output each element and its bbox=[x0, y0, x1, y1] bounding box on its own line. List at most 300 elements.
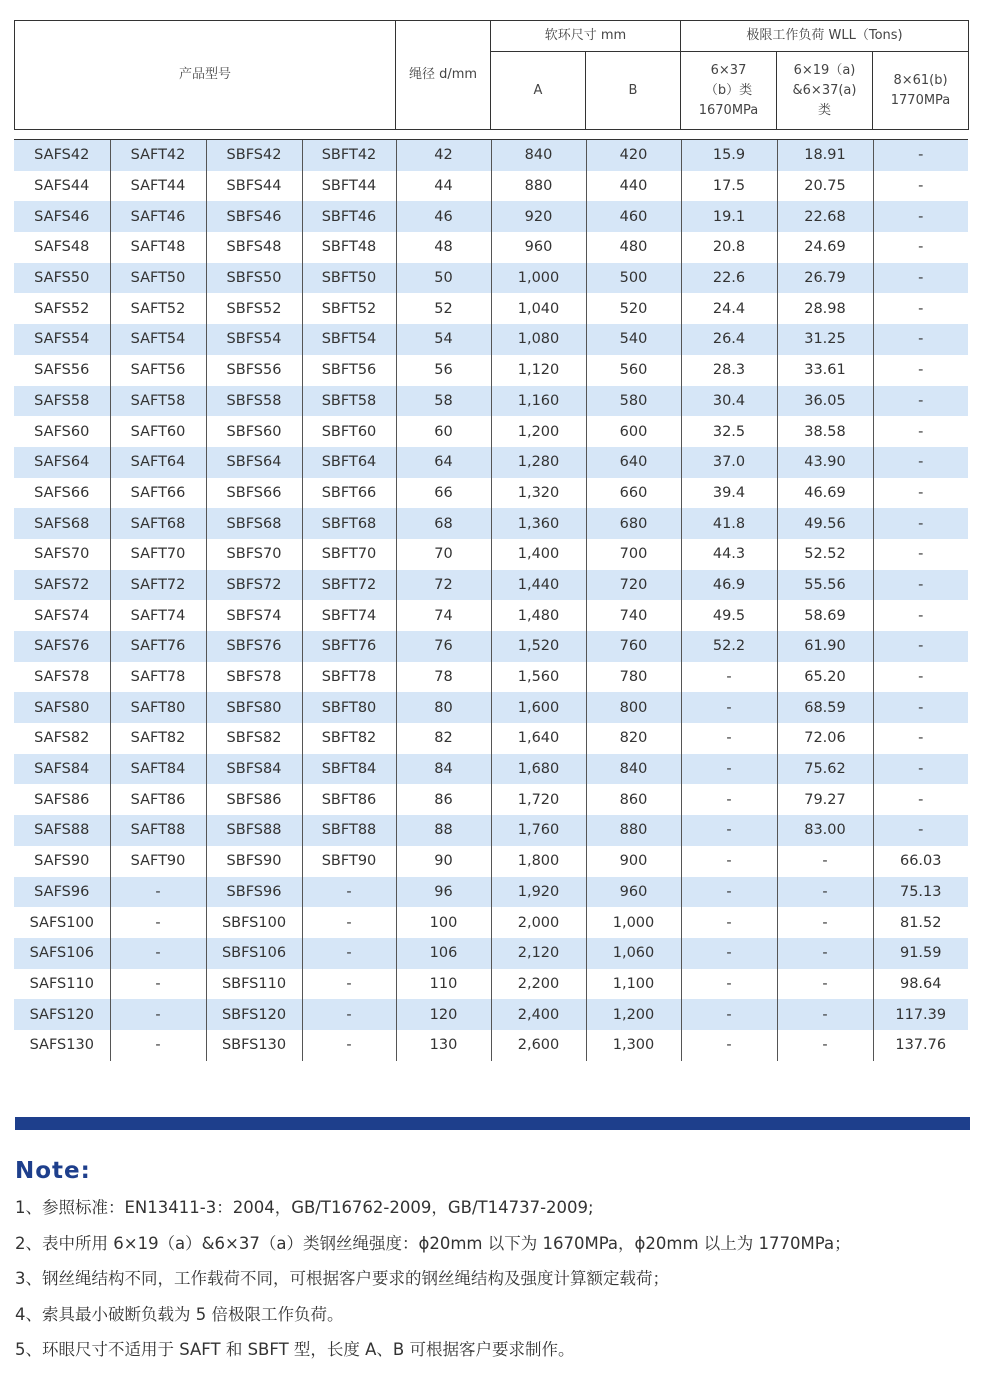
table-cell: - bbox=[681, 754, 777, 785]
table-row bbox=[14, 478, 968, 509]
table-cell: SAFT48 bbox=[110, 232, 206, 263]
header-wll-8x61b-line2: 1770MPa bbox=[890, 92, 951, 108]
table-row bbox=[14, 784, 968, 815]
table-cell: 43.90 bbox=[777, 447, 873, 478]
table-cell: 46 bbox=[396, 201, 491, 232]
data-table bbox=[14, 139, 968, 1061]
table-cell: 1,320 bbox=[491, 478, 586, 509]
table-cell: SAFT58 bbox=[110, 386, 206, 417]
table-cell: SBFS86 bbox=[206, 784, 302, 815]
table-cell: SBFS42 bbox=[206, 140, 302, 171]
table-cell: SAFS78 bbox=[14, 662, 110, 693]
table-cell: 60 bbox=[396, 416, 491, 447]
table-cell: 1,600 bbox=[491, 692, 586, 723]
table-cell: SAFT82 bbox=[110, 723, 206, 754]
table-cell: 36.05 bbox=[777, 386, 873, 417]
table-cell: 1,440 bbox=[491, 570, 586, 601]
table-cell: SBFT76 bbox=[302, 631, 396, 662]
table-cell: - bbox=[681, 907, 777, 938]
table-cell: 1,100 bbox=[586, 969, 681, 1000]
table-cell: - bbox=[873, 539, 968, 570]
table-cell: 460 bbox=[586, 201, 681, 232]
table-row bbox=[14, 355, 968, 386]
table-cell: SAFT70 bbox=[110, 539, 206, 570]
table-cell: SBFS130 bbox=[206, 1030, 302, 1061]
table-cell: 22.68 bbox=[777, 201, 873, 232]
table-cell: 80 bbox=[396, 692, 491, 723]
table-cell: 50 bbox=[396, 263, 491, 294]
table-row bbox=[14, 846, 968, 877]
table-cell: - bbox=[681, 692, 777, 723]
table-cell: 920 bbox=[491, 201, 586, 232]
table-cell: 900 bbox=[586, 846, 681, 877]
table-cell: SBFT86 bbox=[302, 784, 396, 815]
table-cell: SAFT90 bbox=[110, 846, 206, 877]
table-cell: SBFS78 bbox=[206, 662, 302, 693]
table-cell: 640 bbox=[586, 447, 681, 478]
table-cell: SBFS68 bbox=[206, 508, 302, 539]
table-cell: SAFS58 bbox=[14, 386, 110, 417]
table-cell: 420 bbox=[586, 140, 681, 171]
table-body bbox=[14, 139, 968, 1061]
table-cell: - bbox=[873, 416, 968, 447]
table-cell: SAFS46 bbox=[14, 201, 110, 232]
header-col-a: A bbox=[491, 52, 586, 130]
table-cell: 32.5 bbox=[681, 416, 777, 447]
table-cell: SBFT78 bbox=[302, 662, 396, 693]
table-cell: 1,360 bbox=[491, 508, 586, 539]
table-cell: 81.52 bbox=[873, 907, 968, 938]
table-row bbox=[14, 1030, 968, 1061]
table-cell: SAFS76 bbox=[14, 631, 110, 662]
table-row bbox=[14, 570, 968, 601]
table-cell: SBFS88 bbox=[206, 815, 302, 846]
table-cell: SBFS60 bbox=[206, 416, 302, 447]
table-cell: 540 bbox=[586, 324, 681, 355]
header-rope-diameter: 绳径 d/mm bbox=[396, 21, 491, 130]
table-cell: 84 bbox=[396, 754, 491, 785]
table-cell: 1,200 bbox=[491, 416, 586, 447]
table-row bbox=[14, 293, 968, 324]
header-wll-6x37b-line2: （b）类 bbox=[704, 82, 753, 98]
table-cell: 46.9 bbox=[681, 570, 777, 601]
table-cell: SAFT64 bbox=[110, 447, 206, 478]
note-line-2: 2、表中所用 6×19（a）&6×37（a）类钢丝绳强度：ϕ20mm 以下为 1670MPa，ϕ20mm 以上为 1770MPa； bbox=[15, 1233, 851, 1253]
table-cell: - bbox=[873, 815, 968, 846]
table-cell: 66 bbox=[396, 478, 491, 509]
table-cell: - bbox=[873, 754, 968, 785]
table-cell: 1,000 bbox=[491, 263, 586, 294]
table-cell: 1,760 bbox=[491, 815, 586, 846]
table-cell: 86 bbox=[396, 784, 491, 815]
table-cell: SAFS120 bbox=[14, 999, 110, 1030]
table-cell: 1,520 bbox=[491, 631, 586, 662]
table-cell: 54 bbox=[396, 324, 491, 355]
table-cell: SBFS90 bbox=[206, 846, 302, 877]
table-cell: 38.58 bbox=[777, 416, 873, 447]
table-cell: 78 bbox=[396, 662, 491, 693]
table-cell: SAFS60 bbox=[14, 416, 110, 447]
table-cell: 820 bbox=[586, 723, 681, 754]
table-cell: SBFS80 bbox=[206, 692, 302, 723]
table-cell: - bbox=[110, 999, 206, 1030]
table-cell: 520 bbox=[586, 293, 681, 324]
table-row bbox=[14, 600, 968, 631]
table-cell: SAFT56 bbox=[110, 355, 206, 386]
table-cell: SBFT88 bbox=[302, 815, 396, 846]
table-row bbox=[14, 877, 968, 908]
table-cell: 120 bbox=[396, 999, 491, 1030]
table-cell: 26.4 bbox=[681, 324, 777, 355]
header-wll-6x19a-line2: &6×37(a) bbox=[792, 82, 857, 98]
table-row bbox=[14, 662, 968, 693]
table-cell: SAFS90 bbox=[14, 846, 110, 877]
table-cell: - bbox=[873, 508, 968, 539]
table-cell: - bbox=[777, 846, 873, 877]
table-row bbox=[14, 815, 968, 846]
table-cell: SBFT66 bbox=[302, 478, 396, 509]
table-cell: SBFT90 bbox=[302, 846, 396, 877]
table-cell: 880 bbox=[586, 815, 681, 846]
table-cell: SAFS130 bbox=[14, 1030, 110, 1061]
table-cell: SBFT54 bbox=[302, 324, 396, 355]
table-cell: 680 bbox=[586, 508, 681, 539]
table-cell: 1,680 bbox=[491, 754, 586, 785]
table-cell: SBFT72 bbox=[302, 570, 396, 601]
table-cell: 780 bbox=[586, 662, 681, 693]
table-cell: - bbox=[873, 478, 968, 509]
table-cell: - bbox=[302, 877, 396, 908]
table-cell: 440 bbox=[586, 171, 681, 202]
table-cell: - bbox=[873, 140, 968, 171]
table-row bbox=[14, 171, 968, 202]
header-wll-6x19a-line3: 类 bbox=[817, 102, 831, 118]
table-cell: 100 bbox=[396, 907, 491, 938]
table-cell: 1,080 bbox=[491, 324, 586, 355]
table-cell: - bbox=[873, 631, 968, 662]
table-cell: 860 bbox=[586, 784, 681, 815]
table-cell: SBFT50 bbox=[302, 263, 396, 294]
header-wll-6x37b bbox=[681, 52, 777, 130]
table-cell: 58 bbox=[396, 386, 491, 417]
table-cell: 55.56 bbox=[777, 570, 873, 601]
table-cell: - bbox=[110, 1030, 206, 1061]
table-cell: SAFT84 bbox=[110, 754, 206, 785]
table-cell: SAFT86 bbox=[110, 784, 206, 815]
table-row bbox=[14, 907, 968, 938]
table-cell: SAFS86 bbox=[14, 784, 110, 815]
table-cell: - bbox=[873, 232, 968, 263]
table-cell: 840 bbox=[586, 754, 681, 785]
table-cell: - bbox=[110, 969, 206, 1000]
table-cell: 19.1 bbox=[681, 201, 777, 232]
note-line-5: 5、环眼尺寸不适用于 SAFT 和 SBFT 型，长度 A、B 可根据客户要求制作。 bbox=[15, 1340, 575, 1359]
table-row bbox=[14, 754, 968, 785]
table-cell: SBFS54 bbox=[206, 324, 302, 355]
table-cell: 26.79 bbox=[777, 263, 873, 294]
table-cell: 1,000 bbox=[586, 907, 681, 938]
table-row bbox=[14, 386, 968, 417]
table-cell: SBFT64 bbox=[302, 447, 396, 478]
table-cell: SBFT58 bbox=[302, 386, 396, 417]
table-cell: 68 bbox=[396, 508, 491, 539]
table-cell: - bbox=[681, 1030, 777, 1061]
table-cell: - bbox=[873, 662, 968, 693]
table-row bbox=[14, 723, 968, 754]
table-cell: SBFS106 bbox=[206, 938, 302, 969]
table-cell: SAFS44 bbox=[14, 171, 110, 202]
table-row bbox=[14, 539, 968, 570]
table-cell: 61.90 bbox=[777, 631, 873, 662]
table-cell: 72 bbox=[396, 570, 491, 601]
table-cell: SBFS52 bbox=[206, 293, 302, 324]
table-cell: - bbox=[873, 784, 968, 815]
table-row bbox=[14, 140, 968, 171]
table-cell: 58.69 bbox=[777, 600, 873, 631]
table-cell: - bbox=[873, 171, 968, 202]
table-cell: - bbox=[681, 846, 777, 877]
table-cell: 480 bbox=[586, 232, 681, 263]
table-cell: - bbox=[681, 999, 777, 1030]
table-cell: 42 bbox=[396, 140, 491, 171]
table-cell: 74 bbox=[396, 600, 491, 631]
header-product-model: 产品型号 bbox=[15, 21, 396, 130]
table-cell: SAFS106 bbox=[14, 938, 110, 969]
table-cell: 117.39 bbox=[873, 999, 968, 1030]
table-row bbox=[14, 969, 968, 1000]
table-cell: SAFS80 bbox=[14, 692, 110, 723]
table-cell: - bbox=[873, 263, 968, 294]
table-cell: 20.75 bbox=[777, 171, 873, 202]
table-cell: - bbox=[302, 969, 396, 1000]
table-cell: - bbox=[777, 969, 873, 1000]
table-cell: 1,300 bbox=[586, 1030, 681, 1061]
table-cell: - bbox=[873, 355, 968, 386]
header-wll-6x19a bbox=[777, 52, 873, 130]
table-cell: SBFT82 bbox=[302, 723, 396, 754]
table-cell: 91.59 bbox=[873, 938, 968, 969]
table-cell: 28.98 bbox=[777, 293, 873, 324]
table-row bbox=[14, 508, 968, 539]
table-cell: - bbox=[873, 447, 968, 478]
table-cell: 700 bbox=[586, 539, 681, 570]
table-cell: 880 bbox=[491, 171, 586, 202]
table-cell: - bbox=[873, 600, 968, 631]
table-cell: 1,060 bbox=[586, 938, 681, 969]
table-cell: 500 bbox=[586, 263, 681, 294]
table-cell: SBFS110 bbox=[206, 969, 302, 1000]
header-soft-loop-size: 软环尺寸 mm bbox=[491, 21, 681, 52]
table-cell: - bbox=[873, 723, 968, 754]
table-cell: 1,160 bbox=[491, 386, 586, 417]
table-cell: - bbox=[777, 907, 873, 938]
table-cell: SAFT42 bbox=[110, 140, 206, 171]
table-cell: SAFS54 bbox=[14, 324, 110, 355]
table-cell: - bbox=[873, 692, 968, 723]
table-cell: - bbox=[681, 938, 777, 969]
table-cell: 37.0 bbox=[681, 447, 777, 478]
table-cell: 24.69 bbox=[777, 232, 873, 263]
table-cell: - bbox=[681, 969, 777, 1000]
table-cell: - bbox=[302, 907, 396, 938]
table-cell: 2,400 bbox=[491, 999, 586, 1030]
header-wll: 极限工作负荷 WLL（Tons) bbox=[681, 21, 969, 52]
table-cell: SAFS110 bbox=[14, 969, 110, 1000]
table-cell: - bbox=[681, 662, 777, 693]
table-cell: 2,200 bbox=[491, 969, 586, 1000]
table-cell: 52.2 bbox=[681, 631, 777, 662]
table-cell: 79.27 bbox=[777, 784, 873, 815]
table-cell: SBFT52 bbox=[302, 293, 396, 324]
table-cell: SAFT52 bbox=[110, 293, 206, 324]
table-row bbox=[14, 201, 968, 232]
table-cell: SBFS72 bbox=[206, 570, 302, 601]
note-line-4: 4、索具最小破断负载为 5 倍极限工作负荷。 bbox=[15, 1304, 344, 1324]
table-cell: SBFS58 bbox=[206, 386, 302, 417]
table-cell: SBFT48 bbox=[302, 232, 396, 263]
table-cell: SAFT72 bbox=[110, 570, 206, 601]
table-cell: SAFT78 bbox=[110, 662, 206, 693]
table-cell: SAFT46 bbox=[110, 201, 206, 232]
table-cell: 56 bbox=[396, 355, 491, 386]
table-row bbox=[14, 324, 968, 355]
table-cell: SAFS72 bbox=[14, 570, 110, 601]
table-cell: 580 bbox=[586, 386, 681, 417]
table-cell: SBFS74 bbox=[206, 600, 302, 631]
table-cell: 2,600 bbox=[491, 1030, 586, 1061]
table-cell: SBFS84 bbox=[206, 754, 302, 785]
table-cell: 72.06 bbox=[777, 723, 873, 754]
table-cell: SAFS88 bbox=[14, 815, 110, 846]
table-cell: - bbox=[302, 938, 396, 969]
table-cell: SAFS96 bbox=[14, 877, 110, 908]
table-cell: 68.59 bbox=[777, 692, 873, 723]
table-row bbox=[14, 416, 968, 447]
table-cell: 22.6 bbox=[681, 263, 777, 294]
table-cell: 17.5 bbox=[681, 171, 777, 202]
table-row bbox=[14, 999, 968, 1030]
table-cell: 15.9 bbox=[681, 140, 777, 171]
table-cell: 33.61 bbox=[777, 355, 873, 386]
table-cell: 28.3 bbox=[681, 355, 777, 386]
table-cell: 2,120 bbox=[491, 938, 586, 969]
table-cell: 1,800 bbox=[491, 846, 586, 877]
table-cell: 70 bbox=[396, 539, 491, 570]
table-cell: 52.52 bbox=[777, 539, 873, 570]
table-header bbox=[14, 20, 969, 130]
table-cell: SAFT68 bbox=[110, 508, 206, 539]
table-cell: SAFT60 bbox=[110, 416, 206, 447]
table-cell: 1,640 bbox=[491, 723, 586, 754]
table-cell: 49.5 bbox=[681, 600, 777, 631]
table-cell: SBFS100 bbox=[206, 907, 302, 938]
table-cell: - bbox=[110, 877, 206, 908]
table-cell: - bbox=[681, 815, 777, 846]
table-cell: SAFS82 bbox=[14, 723, 110, 754]
table-cell: SBFT74 bbox=[302, 600, 396, 631]
table-cell: - bbox=[110, 907, 206, 938]
table-cell: SBFS44 bbox=[206, 171, 302, 202]
table-cell: 98.64 bbox=[873, 969, 968, 1000]
table-cell: SAFS74 bbox=[14, 600, 110, 631]
table-cell: SAFT44 bbox=[110, 171, 206, 202]
table-cell: SBFS82 bbox=[206, 723, 302, 754]
table-cell: SBFT44 bbox=[302, 171, 396, 202]
table-cell: SAFS70 bbox=[14, 539, 110, 570]
table-cell: 740 bbox=[586, 600, 681, 631]
table-cell: 41.8 bbox=[681, 508, 777, 539]
table-cell: - bbox=[777, 1030, 873, 1061]
table-cell: SBFS66 bbox=[206, 478, 302, 509]
table-row bbox=[14, 263, 968, 294]
table-cell: 600 bbox=[586, 416, 681, 447]
table-cell: SAFT54 bbox=[110, 324, 206, 355]
table-cell: SBFS96 bbox=[206, 877, 302, 908]
table-cell: 75.62 bbox=[777, 754, 873, 785]
table-cell: SBFS64 bbox=[206, 447, 302, 478]
table-cell: 48 bbox=[396, 232, 491, 263]
table-cell: 20.8 bbox=[681, 232, 777, 263]
table-cell: - bbox=[302, 1030, 396, 1061]
table-cell: 90 bbox=[396, 846, 491, 877]
table-cell: 64 bbox=[396, 447, 491, 478]
table-cell: SBFS70 bbox=[206, 539, 302, 570]
table-cell: - bbox=[777, 877, 873, 908]
table-cell: 52 bbox=[396, 293, 491, 324]
table-cell: SAFT88 bbox=[110, 815, 206, 846]
table-cell: 106 bbox=[396, 938, 491, 969]
table-cell: - bbox=[777, 999, 873, 1030]
note-line-1: 1、参照标准：EN13411-3：2004，GB/T16762-2009，GB/T14737-2009; bbox=[15, 1198, 594, 1217]
table-cell: SAFT50 bbox=[110, 263, 206, 294]
table-cell: - bbox=[873, 570, 968, 601]
table-cell: 82 bbox=[396, 723, 491, 754]
header-wll-8x61b bbox=[873, 52, 969, 130]
table-cell: SBFT80 bbox=[302, 692, 396, 723]
table-cell: 1,920 bbox=[491, 877, 586, 908]
table-cell: 18.91 bbox=[777, 140, 873, 171]
table-cell: - bbox=[302, 999, 396, 1030]
table-cell: SBFS46 bbox=[206, 201, 302, 232]
table-cell: 840 bbox=[491, 140, 586, 171]
table-cell: 960 bbox=[491, 232, 586, 263]
table-cell: SBFT70 bbox=[302, 539, 396, 570]
table-cell: SAFS50 bbox=[14, 263, 110, 294]
table-cell: 1,120 bbox=[491, 355, 586, 386]
table-cell: SBFT68 bbox=[302, 508, 396, 539]
table-cell: - bbox=[681, 877, 777, 908]
table-cell: SBFS120 bbox=[206, 999, 302, 1030]
table-cell: 49.56 bbox=[777, 508, 873, 539]
table-cell: 660 bbox=[586, 478, 681, 509]
table-cell: SAFS42 bbox=[14, 140, 110, 171]
table-cell: 560 bbox=[586, 355, 681, 386]
table-cell: SBFS48 bbox=[206, 232, 302, 263]
table-cell: 1,480 bbox=[491, 600, 586, 631]
table-cell: 110 bbox=[396, 969, 491, 1000]
table-cell: 65.20 bbox=[777, 662, 873, 693]
table-row bbox=[14, 938, 968, 969]
table-cell: - bbox=[873, 324, 968, 355]
table-row bbox=[14, 692, 968, 723]
table-row bbox=[14, 631, 968, 662]
table-cell: SBFS76 bbox=[206, 631, 302, 662]
table-cell: SAFS64 bbox=[14, 447, 110, 478]
table-cell: SBFS50 bbox=[206, 263, 302, 294]
table-cell: 130 bbox=[396, 1030, 491, 1061]
table-cell: SAFS66 bbox=[14, 478, 110, 509]
table-cell: 83.00 bbox=[777, 815, 873, 846]
